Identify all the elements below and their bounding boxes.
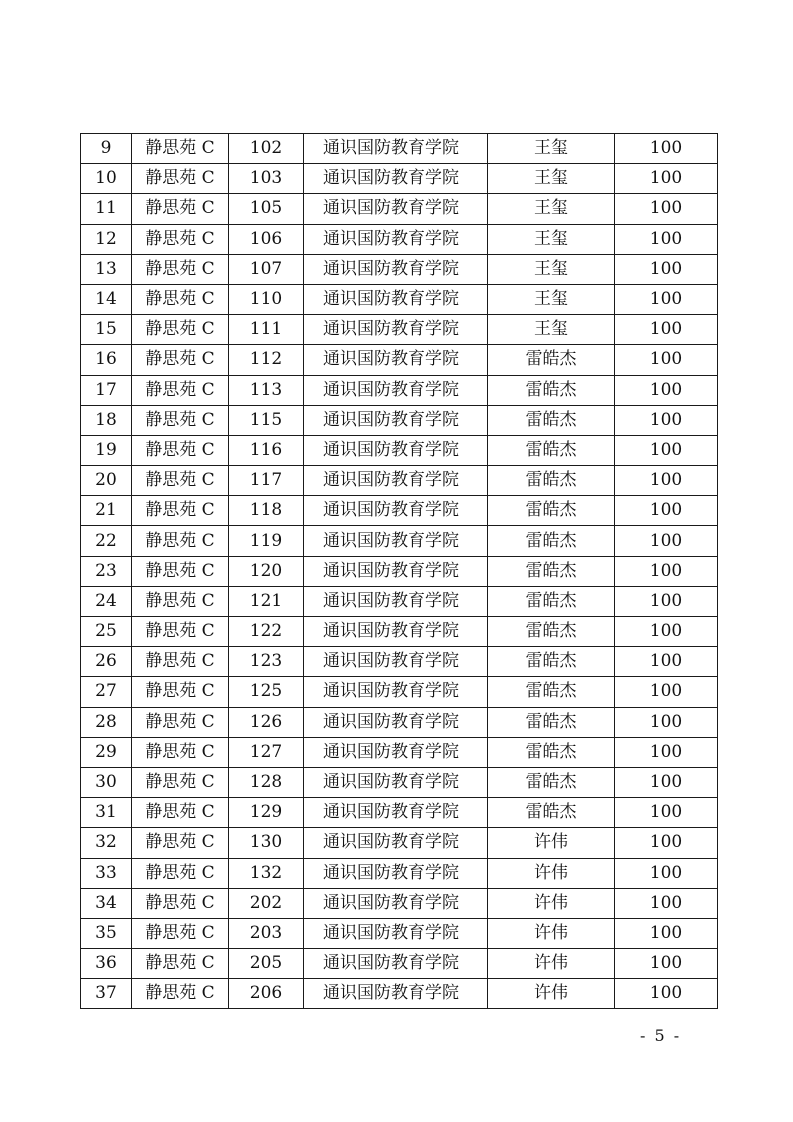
score-cell: 100	[615, 556, 718, 586]
score-cell: 100	[615, 798, 718, 828]
score-cell: 100	[615, 737, 718, 767]
building-cell: 静思苑 C	[132, 315, 229, 345]
inspector-name-cell: 王玺	[488, 164, 615, 194]
room-number-cell: 103	[229, 164, 304, 194]
building-cell: 静思苑 C	[132, 375, 229, 405]
table-row	[81, 888, 718, 918]
room-number-cell: 127	[229, 737, 304, 767]
room-number-cell: 125	[229, 677, 304, 707]
room-number-cell: 130	[229, 828, 304, 858]
table-row	[81, 617, 718, 647]
room-number-cell: 129	[229, 798, 304, 828]
inspector-name-cell: 雷皓杰	[488, 556, 615, 586]
inspector-name-cell: 雷皓杰	[488, 617, 615, 647]
inspector-name-cell: 雷皓杰	[488, 798, 615, 828]
college-cell: 通识国防教育学院	[304, 526, 488, 556]
score-cell: 100	[615, 586, 718, 616]
building-cell: 静思苑 C	[132, 888, 229, 918]
room-number-cell: 117	[229, 466, 304, 496]
inspector-name-cell: 雷皓杰	[488, 496, 615, 526]
college-cell: 通识国防教育学院	[304, 254, 488, 284]
building-cell: 静思苑 C	[132, 526, 229, 556]
room-number-cell: 110	[229, 284, 304, 314]
score-cell: 100	[615, 194, 718, 224]
row-index-cell: 18	[81, 405, 132, 435]
row-index-cell: 9	[81, 134, 132, 164]
row-index-cell: 21	[81, 496, 132, 526]
table-row	[81, 435, 718, 465]
dormitory-score-table	[80, 133, 718, 1009]
table-row	[81, 949, 718, 979]
row-index-cell: 19	[81, 435, 132, 465]
college-cell: 通识国防教育学院	[304, 858, 488, 888]
table-row	[81, 315, 718, 345]
score-cell: 100	[615, 858, 718, 888]
building-cell: 静思苑 C	[132, 194, 229, 224]
inspector-name-cell: 许伟	[488, 949, 615, 979]
row-index-cell: 24	[81, 586, 132, 616]
building-cell: 静思苑 C	[132, 284, 229, 314]
building-cell: 静思苑 C	[132, 707, 229, 737]
table-row	[81, 345, 718, 375]
inspector-name-cell: 许伟	[488, 828, 615, 858]
table-row	[81, 979, 718, 1009]
row-index-cell: 20	[81, 466, 132, 496]
building-cell: 静思苑 C	[132, 405, 229, 435]
college-cell: 通识国防教育学院	[304, 315, 488, 345]
table-row	[81, 677, 718, 707]
room-number-cell: 205	[229, 949, 304, 979]
inspector-name-cell: 许伟	[488, 888, 615, 918]
score-cell: 100	[615, 466, 718, 496]
score-cell: 100	[615, 888, 718, 918]
score-cell: 100	[615, 707, 718, 737]
row-index-cell: 23	[81, 556, 132, 586]
room-number-cell: 116	[229, 435, 304, 465]
room-number-cell: 132	[229, 858, 304, 888]
score-cell: 100	[615, 164, 718, 194]
building-cell: 静思苑 C	[132, 496, 229, 526]
inspector-name-cell: 许伟	[488, 979, 615, 1009]
table-row	[81, 798, 718, 828]
college-cell: 通识国防教育学院	[304, 707, 488, 737]
building-cell: 静思苑 C	[132, 435, 229, 465]
room-number-cell: 112	[229, 345, 304, 375]
score-cell: 100	[615, 315, 718, 345]
table-row	[81, 284, 718, 314]
college-cell: 通识国防教育学院	[304, 617, 488, 647]
college-cell: 通识国防教育学院	[304, 164, 488, 194]
inspector-name-cell: 雷皓杰	[488, 586, 615, 616]
row-index-cell: 12	[81, 224, 132, 254]
table-row	[81, 466, 718, 496]
page-number: - 5 -	[640, 1026, 682, 1045]
table-row	[81, 134, 718, 164]
row-index-cell: 13	[81, 254, 132, 284]
college-cell: 通识国防教育学院	[304, 496, 488, 526]
room-number-cell: 126	[229, 707, 304, 737]
table-row	[81, 828, 718, 858]
inspector-name-cell: 王玺	[488, 134, 615, 164]
building-cell: 静思苑 C	[132, 858, 229, 888]
row-index-cell: 15	[81, 315, 132, 345]
table-row	[81, 194, 718, 224]
inspector-name-cell: 雷皓杰	[488, 526, 615, 556]
score-cell: 100	[615, 405, 718, 435]
room-number-cell: 122	[229, 617, 304, 647]
table-row	[81, 707, 718, 737]
score-cell: 100	[615, 979, 718, 1009]
inspector-name-cell: 许伟	[488, 918, 615, 948]
row-index-cell: 30	[81, 767, 132, 797]
room-number-cell: 203	[229, 918, 304, 948]
table-row	[81, 254, 718, 284]
table-row	[81, 918, 718, 948]
room-number-cell: 120	[229, 556, 304, 586]
row-index-cell: 26	[81, 647, 132, 677]
inspector-name-cell: 雷皓杰	[488, 767, 615, 797]
college-cell: 通识国防教育学院	[304, 918, 488, 948]
inspector-name-cell: 雷皓杰	[488, 375, 615, 405]
row-index-cell: 32	[81, 828, 132, 858]
row-index-cell: 27	[81, 677, 132, 707]
building-cell: 静思苑 C	[132, 737, 229, 767]
room-number-cell: 111	[229, 315, 304, 345]
room-number-cell: 107	[229, 254, 304, 284]
inspector-name-cell: 雷皓杰	[488, 647, 615, 677]
building-cell: 静思苑 C	[132, 949, 229, 979]
table-row	[81, 375, 718, 405]
row-index-cell: 11	[81, 194, 132, 224]
building-cell: 静思苑 C	[132, 647, 229, 677]
building-cell: 静思苑 C	[132, 586, 229, 616]
row-index-cell: 37	[81, 979, 132, 1009]
room-number-cell: 128	[229, 767, 304, 797]
score-cell: 100	[615, 828, 718, 858]
college-cell: 通识国防教育学院	[304, 737, 488, 767]
college-cell: 通识国防教育学院	[304, 798, 488, 828]
inspector-name-cell: 许伟	[488, 858, 615, 888]
room-number-cell: 115	[229, 405, 304, 435]
inspector-name-cell: 王玺	[488, 194, 615, 224]
room-number-cell: 119	[229, 526, 304, 556]
college-cell: 通识国防教育学院	[304, 435, 488, 465]
inspector-name-cell: 雷皓杰	[488, 466, 615, 496]
table-row	[81, 556, 718, 586]
score-cell: 100	[615, 647, 718, 677]
room-number-cell: 123	[229, 647, 304, 677]
inspector-name-cell: 王玺	[488, 284, 615, 314]
college-cell: 通识国防教育学院	[304, 767, 488, 797]
score-cell: 100	[615, 435, 718, 465]
row-index-cell: 31	[81, 798, 132, 828]
score-cell: 100	[615, 496, 718, 526]
inspector-name-cell: 雷皓杰	[488, 677, 615, 707]
table-body	[81, 134, 718, 1009]
row-index-cell: 14	[81, 284, 132, 314]
score-cell: 100	[615, 134, 718, 164]
table-row	[81, 224, 718, 254]
table-row	[81, 737, 718, 767]
college-cell: 通识国防教育学院	[304, 677, 488, 707]
college-cell: 通识国防教育学院	[304, 134, 488, 164]
table-row	[81, 647, 718, 677]
college-cell: 通识国防教育学院	[304, 466, 488, 496]
score-cell: 100	[615, 949, 718, 979]
row-index-cell: 36	[81, 949, 132, 979]
inspector-name-cell: 雷皓杰	[488, 435, 615, 465]
row-index-cell: 22	[81, 526, 132, 556]
inspector-name-cell: 雷皓杰	[488, 707, 615, 737]
building-cell: 静思苑 C	[132, 798, 229, 828]
score-cell: 100	[615, 617, 718, 647]
college-cell: 通识国防教育学院	[304, 375, 488, 405]
building-cell: 静思苑 C	[132, 556, 229, 586]
building-cell: 静思苑 C	[132, 254, 229, 284]
row-index-cell: 25	[81, 617, 132, 647]
college-cell: 通识国防教育学院	[304, 224, 488, 254]
room-number-cell: 202	[229, 888, 304, 918]
score-cell: 100	[615, 375, 718, 405]
building-cell: 静思苑 C	[132, 134, 229, 164]
row-index-cell: 34	[81, 888, 132, 918]
college-cell: 通识国防教育学院	[304, 828, 488, 858]
building-cell: 静思苑 C	[132, 224, 229, 254]
college-cell: 通识国防教育学院	[304, 888, 488, 918]
table-row	[81, 405, 718, 435]
score-cell: 100	[615, 345, 718, 375]
table-row	[81, 586, 718, 616]
inspector-name-cell: 王玺	[488, 224, 615, 254]
room-number-cell: 102	[229, 134, 304, 164]
college-cell: 通识国防教育学院	[304, 345, 488, 375]
building-cell: 静思苑 C	[132, 979, 229, 1009]
college-cell: 通识国防教育学院	[304, 405, 488, 435]
building-cell: 静思苑 C	[132, 345, 229, 375]
inspector-name-cell: 雷皓杰	[488, 345, 615, 375]
building-cell: 静思苑 C	[132, 164, 229, 194]
score-cell: 100	[615, 918, 718, 948]
room-number-cell: 206	[229, 979, 304, 1009]
college-cell: 通识国防教育学院	[304, 979, 488, 1009]
row-index-cell: 17	[81, 375, 132, 405]
inspector-name-cell: 王玺	[488, 315, 615, 345]
room-number-cell: 121	[229, 586, 304, 616]
college-cell: 通识国防教育学院	[304, 284, 488, 314]
building-cell: 静思苑 C	[132, 828, 229, 858]
inspector-name-cell: 雷皓杰	[488, 405, 615, 435]
college-cell: 通识国防教育学院	[304, 949, 488, 979]
score-cell: 100	[615, 677, 718, 707]
college-cell: 通识国防教育学院	[304, 586, 488, 616]
room-number-cell: 113	[229, 375, 304, 405]
college-cell: 通识国防教育学院	[304, 647, 488, 677]
inspector-name-cell: 雷皓杰	[488, 737, 615, 767]
table-row	[81, 164, 718, 194]
row-index-cell: 35	[81, 918, 132, 948]
building-cell: 静思苑 C	[132, 767, 229, 797]
row-index-cell: 10	[81, 164, 132, 194]
row-index-cell: 16	[81, 345, 132, 375]
building-cell: 静思苑 C	[132, 677, 229, 707]
room-number-cell: 106	[229, 224, 304, 254]
table-row	[81, 526, 718, 556]
building-cell: 静思苑 C	[132, 466, 229, 496]
college-cell: 通识国防教育学院	[304, 556, 488, 586]
college-cell: 通识国防教育学院	[304, 194, 488, 224]
score-cell: 100	[615, 284, 718, 314]
building-cell: 静思苑 C	[132, 918, 229, 948]
room-number-cell: 105	[229, 194, 304, 224]
score-cell: 100	[615, 254, 718, 284]
inspector-name-cell: 王玺	[488, 254, 615, 284]
table-row	[81, 496, 718, 526]
table-row	[81, 858, 718, 888]
table-row	[81, 767, 718, 797]
row-index-cell: 29	[81, 737, 132, 767]
building-cell: 静思苑 C	[132, 617, 229, 647]
score-cell: 100	[615, 224, 718, 254]
row-index-cell: 28	[81, 707, 132, 737]
room-number-cell: 118	[229, 496, 304, 526]
score-cell: 100	[615, 767, 718, 797]
row-index-cell: 33	[81, 858, 132, 888]
score-cell: 100	[615, 526, 718, 556]
